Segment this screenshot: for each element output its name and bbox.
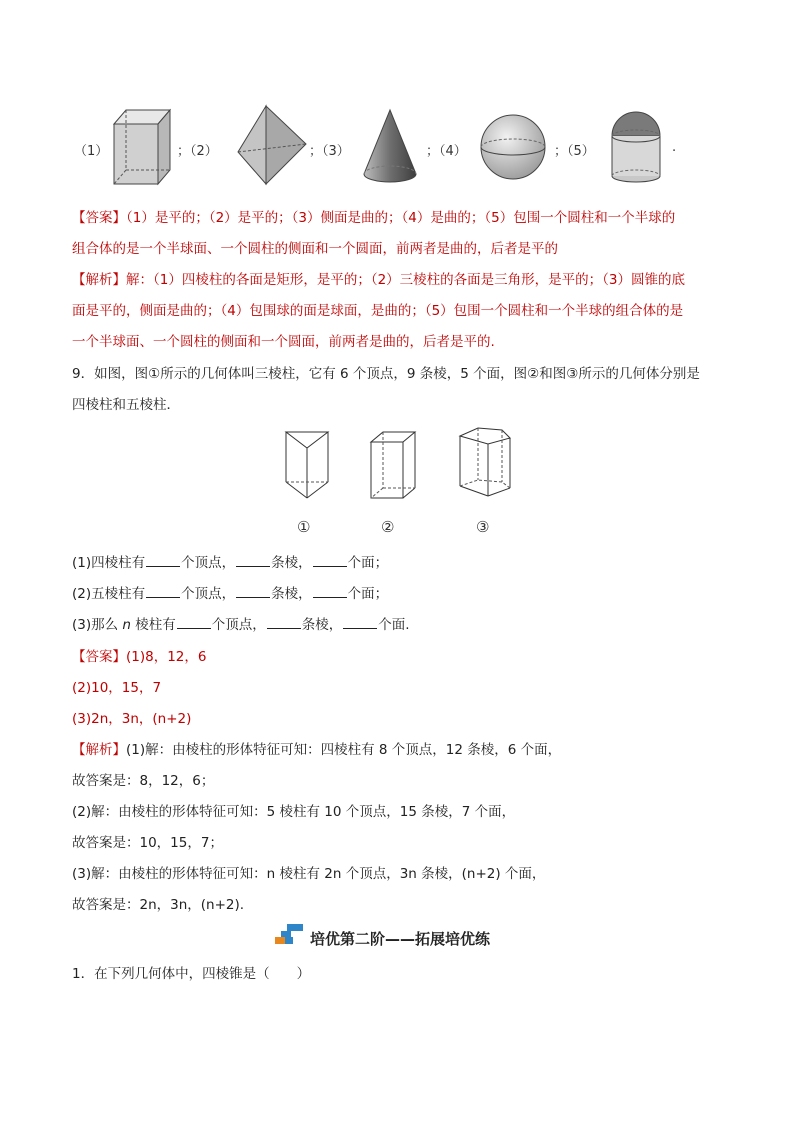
answer-tag: 【答案】 xyxy=(72,649,126,665)
analysis-tag: 【解析】 xyxy=(72,742,126,758)
q9-analysis-line-5: (3)解：由棱柱的形体特征可知：n 棱柱有 2n 个顶点，3n 条棱，(n+2) 个面， xyxy=(72,866,546,882)
analysis-tag: 【解析】 xyxy=(72,272,126,288)
q9-answer-line-3: (3)2n，3n，(n+2) xyxy=(72,711,192,727)
q8-answer-line-1: 【答案】（1）是平的；（2）是平的；（3）侧面是曲的；（4）是曲的；（5）包围一个圆柱和一个半球的 xyxy=(72,210,676,226)
q9-answer-line-2: (2)10，15，7 xyxy=(72,680,162,696)
sphere-figure xyxy=(478,112,548,182)
q1-stem: 1．在下列几何体中，四棱锥是（ ） xyxy=(72,966,311,982)
q8-analysis-line-2: 面是平的，侧面是曲的；（4）包围球的面是球面，是曲的；（5）包围一个圆柱和一个半球的组合体的是 xyxy=(72,303,684,319)
blank[interactable] xyxy=(343,616,377,629)
q9-analysis-line-2: 故答案是：8，12，6； xyxy=(72,773,215,789)
blank[interactable] xyxy=(313,554,347,567)
fig-label-2: ② xyxy=(381,518,395,536)
cone-figure xyxy=(360,108,420,184)
fig-label-1: ① xyxy=(297,518,311,536)
q9-sub1: (1)四棱柱有 个顶点， 条棱， 个面； xyxy=(72,555,389,571)
triangular-pyramid-figure xyxy=(234,104,310,188)
quadrangular-prism-outline-figure xyxy=(367,428,419,502)
q9-sub3: (3)那么 n 棱柱有 个顶点， 条棱， 个面. xyxy=(72,617,410,633)
q8-analysis-line-3: 一个半球面、一个圆柱的侧面和一个圆面，前两者是曲的，后者是平的. xyxy=(72,334,495,350)
blank[interactable] xyxy=(313,585,347,598)
q9-analysis-line-4: 故答案是：10，15，7； xyxy=(72,835,223,851)
shape-row-end: . xyxy=(672,140,677,155)
blank[interactable] xyxy=(236,554,270,567)
shape-label-5: ；（5） xyxy=(554,144,595,159)
fig-label-3: ③ xyxy=(476,518,490,536)
answer-tag: 【答案】 xyxy=(72,210,126,226)
pentagonal-prism-figure xyxy=(456,424,514,502)
blank[interactable] xyxy=(267,616,301,629)
q9-answer-line-1: 【答案】(1)8，12，6 xyxy=(72,649,207,665)
section-heading-icon xyxy=(275,922,305,946)
blank[interactable] xyxy=(236,585,270,598)
blank[interactable] xyxy=(146,554,180,567)
quadrangular-prism-figure xyxy=(110,106,176,188)
shape-label-1: （1） xyxy=(74,144,109,159)
shape-label-2: ；（2） xyxy=(177,144,218,159)
q9-analysis-line-3: (2)解：由棱柱的形体特征可知：5 棱柱有 10 个顶点，15 条棱，7 个面， xyxy=(72,804,516,820)
triangular-prism-figure xyxy=(282,428,332,502)
q9-analysis-line-1: 【解析】(1)解：由棱柱的形体特征可知：四棱柱有 8 个顶点，12 条棱，6 个面， xyxy=(72,742,562,758)
blank[interactable] xyxy=(177,616,211,629)
q9-sub2: (2)五棱柱有 个顶点， 条棱， 个面； xyxy=(72,586,389,602)
shape-label-4: ；（4） xyxy=(426,144,467,159)
q8-answer-line-2: 组合体的是一个半球面、一个圆柱的侧面和一个圆面，前两者是曲的，后者是平的 xyxy=(72,241,558,257)
q9-analysis-line-6: 故答案是：2n，3n，(n+2). xyxy=(72,897,245,913)
q8-analysis-line-1: 【解析】解：（1）四棱柱的各面是矩形，是平的；（2）三棱柱的各面是三角形，是平的；（3）圆锥的底 xyxy=(72,272,686,288)
q9-stem-line-2: 四棱柱和五棱柱． xyxy=(72,397,180,413)
blank[interactable] xyxy=(146,585,180,598)
q9-stem-line-1: 9．如图，图①所示的几何体叫三棱柱，它有 6 个顶点，9 条棱，5 个面，图②和图③所示的几何体分别是 xyxy=(72,366,700,382)
cylinder-hemisphere-figure xyxy=(608,110,664,186)
section-heading: 培优第二阶——拓展培优练 xyxy=(310,930,491,948)
shape-label-3: ；（3） xyxy=(309,144,350,159)
